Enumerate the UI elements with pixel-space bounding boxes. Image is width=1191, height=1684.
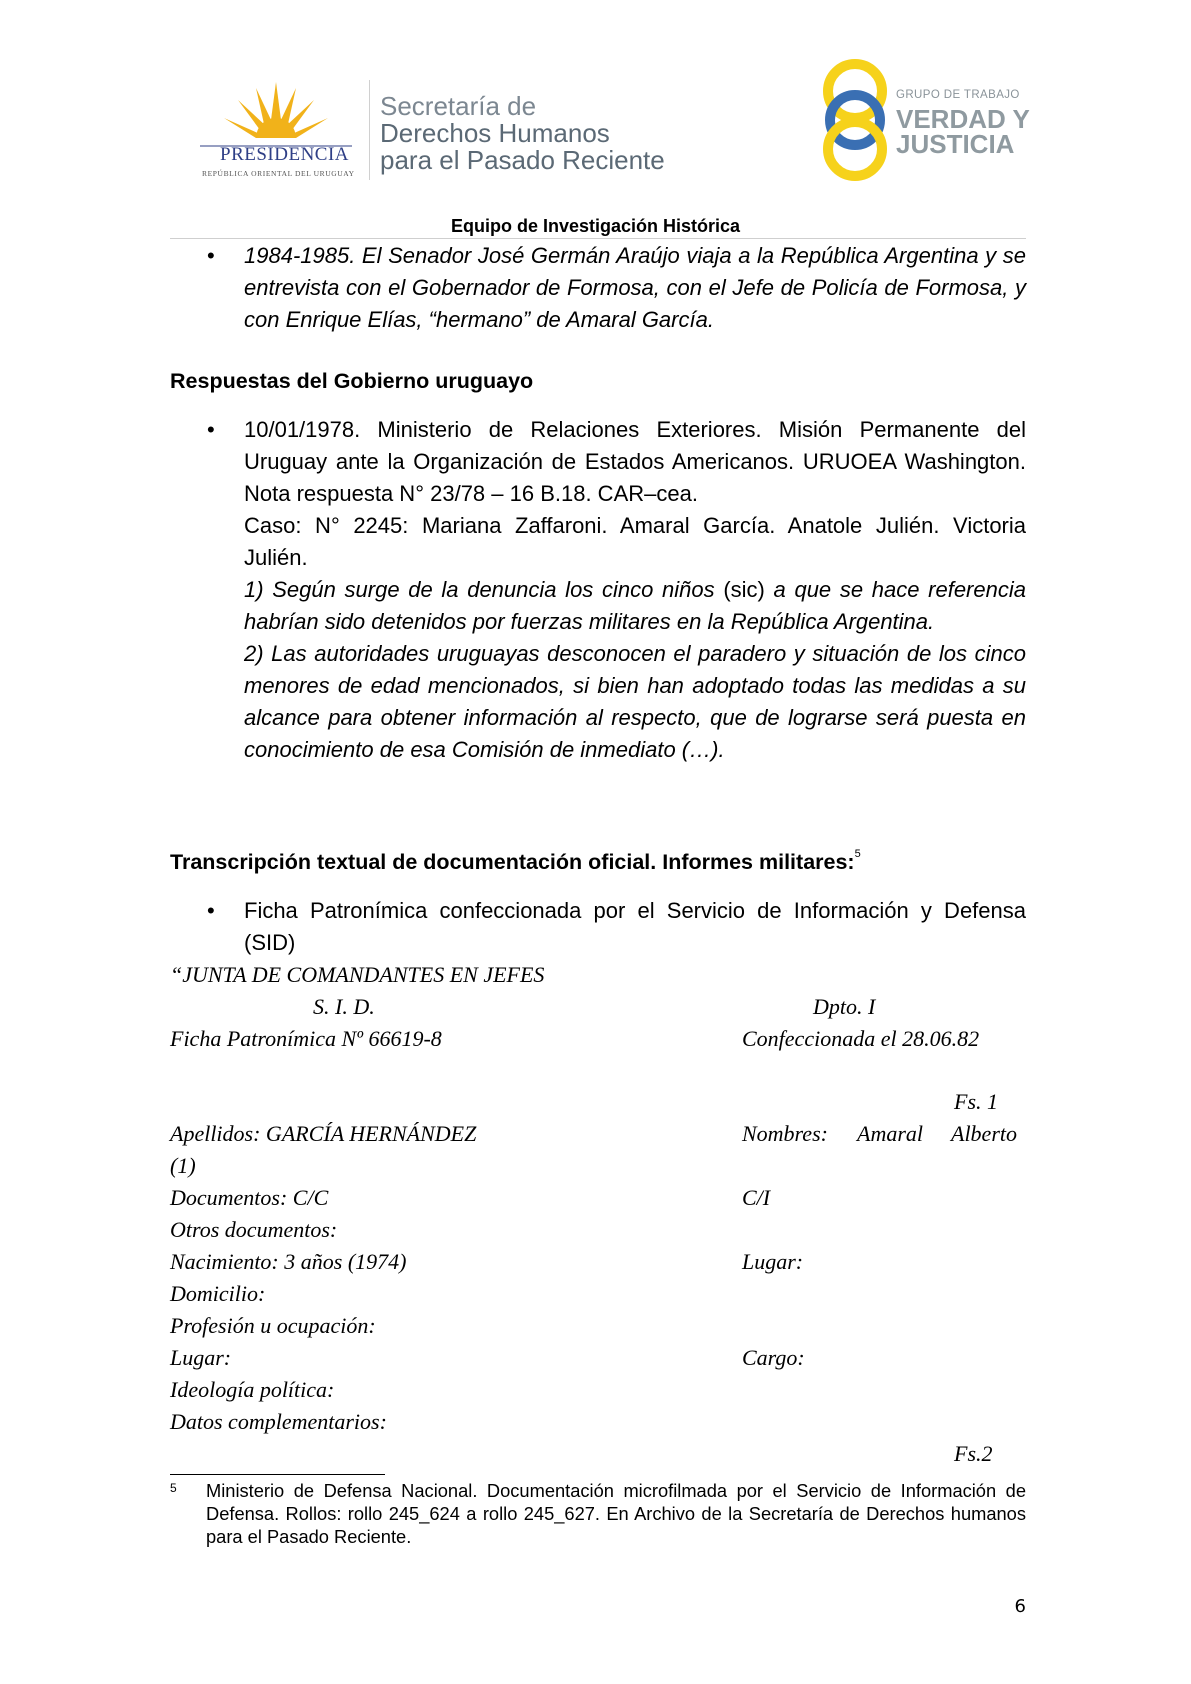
- record-fs-1: Fs. 1: [954, 1089, 998, 1114]
- record-apellidos: Apellidos: GARCÍA HERNÁNDEZ: [170, 1121, 477, 1146]
- record-ci: C/I: [742, 1185, 771, 1210]
- record-nacimiento: Nacimiento: 3 años (1974): [170, 1249, 407, 1274]
- justicia-label: JUSTICIA: [896, 129, 1015, 159]
- record-ficha-number: Ficha Patronímica Nº 66619-8: [170, 1026, 442, 1051]
- record-profesion: Profesión u ocupación:: [170, 1313, 376, 1338]
- sun-icon: [196, 80, 356, 150]
- response-note-text: 10/01/1978. Ministerio de Relaciones Exteriores. Misión Permanente del Uruguay ante la Organización de Estados Americanos. URUOEA Washington. Nota respuesta N° 23/78 – 16 B.18. CAR–cea.: [244, 417, 1026, 506]
- record-nombres-label: Nombres:: [742, 1121, 828, 1146]
- record-fs-2: Fs.2: [954, 1441, 993, 1466]
- footnote-number: 5: [170, 1481, 177, 1495]
- record-datos-complementarios: Datos complementarios:: [170, 1409, 387, 1434]
- record-cargo: Cargo:: [742, 1345, 805, 1370]
- secretaria-line-3: para el Pasado Reciente: [380, 145, 665, 175]
- section-heading-transcripcion: Transcripción textual de documentación oficial. Informes militares:$^5$: [170, 848, 861, 874]
- record-nombres-second: Alberto: [951, 1121, 1017, 1146]
- footnote-text: Ministerio de Defensa Nacional. Documentación microfilmada por el Servicio de Información de Defensa. Rollos: rollo 245_624 a rollo 245_627. En Archivo de la Secretaría de Derechos humanos para el Pasado Reciente.: [206, 1480, 1026, 1547]
- case-text: Caso: N° 2245: Mariana Zaffaroni. Amaral García. Anatole Julién. Victoria Julién.: [244, 513, 1026, 570]
- record-documentos: Documentos: C/C: [170, 1185, 329, 1210]
- gobierno-response-block: [244, 414, 1026, 766]
- bullet-marker: •: [207, 417, 215, 442]
- verdad-justicia-logo: [820, 55, 1030, 185]
- record-lugar-nacimiento: Lugar:: [742, 1249, 804, 1274]
- record-nombres-first: Amaral: [857, 1121, 923, 1146]
- footnote-reference[interactable]: 5: [854, 848, 861, 860]
- grupo-trabajo-label: GRUPO DE TRABAJO: [896, 89, 1020, 101]
- record-otros-documentos: Otros documentos:: [170, 1217, 338, 1242]
- record-dpto: Dpto. I: [813, 994, 876, 1019]
- record-ideologia: Ideología política:: [170, 1377, 335, 1402]
- bullet-marker: •: [207, 243, 215, 268]
- ficha-bullet-text: Ficha Patronímica confeccionada por el Servicio de Información y Defensa (SID): [244, 898, 1026, 955]
- section-heading-gobierno: Respuestas del Gobierno uruguayo: [170, 369, 534, 393]
- rings-icon: [820, 55, 890, 185]
- record-confeccionada: Confeccionada el 28.06.82: [742, 1026, 980, 1051]
- point-1-text: 1) Según surge de la denuncia los cinco niños (sic) a que se hace referencia habrían sido detenidos por fuerzas militares en la República Argentina.: [244, 577, 1026, 634]
- record-lugar: Lugar:: [170, 1345, 232, 1370]
- page-number: 6: [1014, 1596, 1026, 1617]
- secretaria-line-1: Secretaría de: [380, 91, 537, 121]
- record-one: (1): [170, 1153, 196, 1178]
- record-domicilio: Domicilio:: [170, 1281, 266, 1306]
- intro-bullet-text: 1984-1985. El Senador José Germán Araújo viaja a la República Argentina y se entrevista con el Gobernador de Formosa, con el Jefe de Policía de Formosa, y con Enrique Elías, “hermano” de Amaral García.: [244, 243, 1026, 332]
- verdad-label: VERDAD Y: [896, 104, 1030, 134]
- team-title: Equipo de Investigación Histórica: [450, 216, 741, 236]
- presidencia-subtitle: REPÚBLICA ORIENTAL DEL URUGUAY: [202, 169, 355, 178]
- presidencia-wordmark: PRESIDENCIA: [220, 144, 350, 165]
- point-2-text: 2) Las autoridades uruguayas desconocen el paradero y situación de los cinco menores de edad mencionados, si bien han adoptado todas las medidas a su alcance para obtener información al respecto, que de lograrse será puesta en conocimiento de esa Comisión de inmediato (…).: [244, 641, 1026, 762]
- logo-divider: [369, 80, 370, 180]
- secretaria-wordmark: [380, 93, 665, 174]
- footnote-divider: [170, 1474, 385, 1475]
- presidencia-logo: [196, 80, 356, 180]
- header-divider: [170, 238, 1026, 239]
- record-sid: S. I. D.: [313, 994, 375, 1019]
- secretaria-line-2: Derechos Humanos: [380, 118, 610, 148]
- bullet-marker: •: [207, 898, 215, 923]
- record-junta: “JUNTA DE COMANDANTES EN JEFES: [170, 962, 545, 987]
